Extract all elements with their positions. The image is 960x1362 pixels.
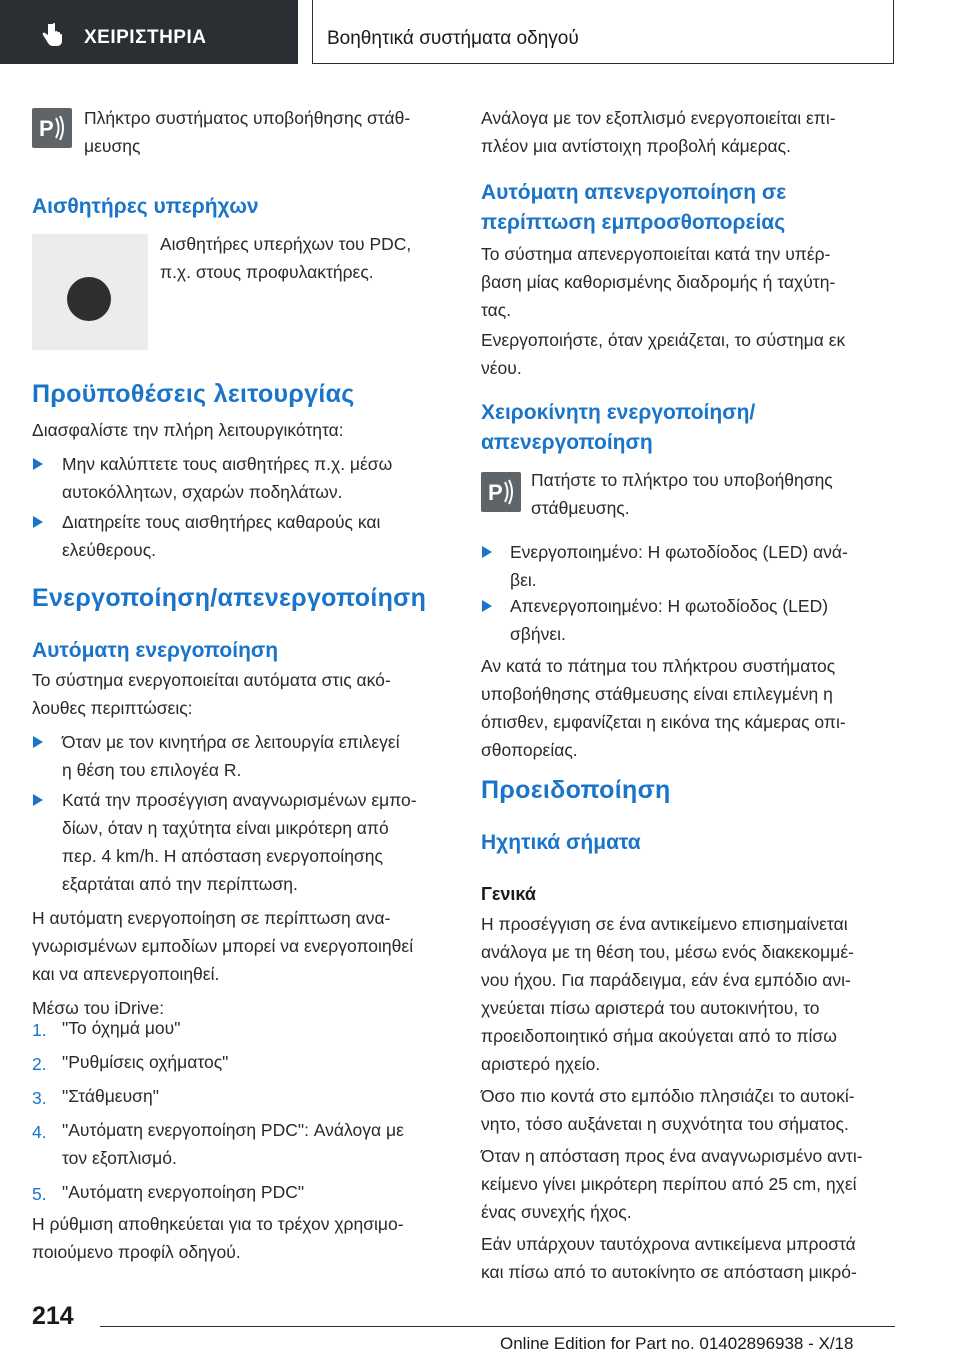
autooff-heading: Αυτόματη απενεργοποίηση σε	[481, 181, 787, 204]
reactivate-line: Ενεργοποιήστε, όταν χρειάζεται, το σύστημα εκ	[481, 330, 846, 350]
chapter-title: Βοηθητικά συστήματα οδηγού	[327, 28, 579, 49]
page-number: 214	[32, 1302, 74, 1330]
auto-item: η θέση του επιλογέα R.	[62, 760, 242, 780]
general-text-line: αριστερό ηχείο.	[481, 1054, 601, 1074]
step-number: 5.	[32, 1184, 47, 1204]
bullet-triangle-icon	[33, 794, 43, 806]
bullet-triangle-icon	[482, 546, 492, 558]
press-text-line: στάθμευσης.	[531, 498, 630, 518]
general-text-line: νου ήχου. Για παράδειγμα, εάν ένα εμπόδιο ανι-	[481, 970, 851, 990]
auto-item: εξαρτάται από την περίπτωση.	[62, 874, 298, 894]
continuous-text-line: ένας συνεχής ήχος.	[481, 1202, 632, 1222]
sensors-heading: Αισθητήρες υπερήχων	[32, 195, 259, 218]
section-tab	[0, 0, 298, 64]
step-text: "Αυτόματη ενεργοποίηση PDC": Ανάλογα με	[62, 1120, 404, 1140]
warning-heading: Προειδοποίηση	[481, 776, 671, 804]
section-title: ΧΕΙΡΙΣΤΗΡΙΑ	[84, 27, 207, 48]
auto-item: δίων, όταν η ταχύτητα είναι μικρότερη από	[62, 818, 389, 838]
save-text-line: ποιούμενο προφίλ οδηγού.	[32, 1242, 241, 1262]
autooff-heading: περίπτωση εμπροσθοπορείας	[481, 211, 786, 234]
footer-divider	[100, 1326, 895, 1327]
led-item: σβήνει.	[510, 624, 566, 644]
prereq-intro: Διασφαλίστε την πλήρη λειτουργικότητα:	[32, 420, 344, 440]
prereq-item: Διατηρείτε τους αισθητήρες καθαρούς και	[62, 512, 381, 532]
prereq-heading: Προϋποθέσεις λειτουργίας	[32, 380, 355, 408]
camera-text-line: υποβοήθησης στάθμευσης είναι επιλεγμένη η	[481, 684, 833, 704]
general-text-line: προειδοποιητικό σήμα ακούγεται από το πίσω	[481, 1026, 837, 1046]
right-top-line: πλέον μια αντίστοιχη προβολή κάμερας.	[481, 136, 791, 156]
hand-pointer-icon	[40, 22, 64, 48]
step-number: 2.	[32, 1054, 47, 1074]
sensors-text-line: Αισθητήρες υπερήχων του PDC,	[160, 234, 412, 254]
svg-text:P: P	[39, 116, 54, 141]
onoff-heading: Ενεργοποίηση/απενεργοποίηση	[32, 584, 427, 612]
bullet-triangle-icon	[33, 516, 43, 528]
step-text: τον εξοπλισμό.	[62, 1148, 177, 1168]
auto-para-line: γνωρισμένων εμποδίων μπορεί να ενεργοποιηθεί	[32, 936, 414, 956]
auto-para-line: και να απενεργοποιηθεί.	[32, 964, 220, 984]
general-text-line: Η προσέγγιση σε ένα αντικείμενο επισημαίνεται	[481, 914, 848, 934]
auto-text-line: λουθες περιπτώσεις:	[32, 698, 193, 718]
button-caption-line: μευσης	[84, 136, 141, 156]
closer-text-line: νητο, τόσο αυξάνεται η συχνότητα του σήματος.	[481, 1114, 849, 1134]
auto-item: Όταν με τον κινητήρα σε λειτουργία επιλεγεί	[62, 732, 400, 752]
autooff-text-line: τας.	[481, 300, 512, 320]
prereq-item: Μην καλύπτετε τους αισθητήρες π.χ. μέσω	[62, 454, 393, 474]
step-text: "Το όχημά μου"	[62, 1018, 181, 1038]
save-text-line: Η ρύθμιση αποθηκεύεται για το τρέχον χρησιμο-	[32, 1214, 404, 1234]
auto-item: Κατά την προσέγγιση αναγνωρισμένων εμπο-	[62, 790, 417, 810]
led-item: Απενεργοποιημένο: Η φωτοδίοδος (LED)	[510, 596, 829, 616]
camera-text-line: Αν κατά το πάτημα του πλήκτρου συστήματος	[481, 656, 836, 676]
closer-text-line: Όσο πιο κοντά στο εμπόδιο πλησιάζει το αυτοκί-	[481, 1086, 855, 1106]
step-number: 3.	[32, 1088, 47, 1108]
general-heading: Γενικά	[481, 884, 536, 904]
prereq-item: αυτοκόλλητων, σχαρών ποδηλάτων.	[62, 482, 343, 502]
auto-text-line: Το σύστημα ενεργοποιείται αυτόματα στις ακό-	[32, 670, 391, 690]
manual-heading: απενεργοποίηση	[481, 431, 653, 454]
parking-assist-button-icon	[481, 472, 521, 512]
parking-assist-button-icon	[32, 108, 72, 148]
svg-text:P: P	[488, 480, 503, 505]
step-number: 4.	[32, 1122, 47, 1142]
general-text-line: ανάλογα με τη θέση του, μέσω ενός διακεκομμέ-	[481, 942, 854, 962]
prereq-item: ελεύθερους.	[62, 540, 157, 560]
step-text: "Στάθμευση"	[62, 1086, 159, 1106]
sensors-text-line: π.χ. στους προφυλακτήρες.	[160, 262, 374, 282]
step-number: 1.	[32, 1020, 47, 1040]
autooff-text-line: βαση μίας καθορισμένης διαδρομής ή ταχύτη-	[481, 272, 836, 292]
bullet-triangle-icon	[482, 600, 492, 612]
sensor-dot	[67, 277, 111, 321]
both-text-line: και πίσω από το αυτοκίνητο σε απόσταση μικρό-	[481, 1262, 857, 1282]
step-text: "Αυτόματη ενεργοποίηση PDC"	[62, 1182, 305, 1202]
step-text: "Ρυθμίσεις οχήματος"	[62, 1052, 229, 1072]
idrive-text: Μέσω του iDrive:	[32, 998, 165, 1018]
bullet-triangle-icon	[33, 736, 43, 748]
led-item: Ενεργοποιημένο: Η φωτοδίοδος (LED) ανά-	[510, 542, 848, 562]
led-item: βει.	[510, 570, 537, 590]
bullet-triangle-icon	[33, 458, 43, 470]
ultrasonic-sensor-image	[32, 234, 148, 350]
button-caption-line: Πλήκτρο συστήματος υποβοήθησης στάθ-	[84, 108, 411, 128]
continuous-text-line: κείμενο γίνει μικρότερη περίπου από 25 cm, ηχεί	[481, 1174, 857, 1194]
reactivate-line: νέου.	[481, 358, 522, 378]
autooff-text-line: Το σύστημα απενεργοποιείται κατά την υπέρ-	[481, 244, 831, 264]
press-text-line: Πατήστε το πλήκτρο του υποβοήθησης	[531, 470, 833, 490]
general-text-line: χνεύεται πίσω αριστερά του αυτοκινήτου, το	[481, 998, 820, 1018]
continuous-text-line: Όταν η απόσταση προς ένα αναγνωρισμένο αντι-	[481, 1146, 863, 1166]
edition-footer: Online Edition for Part no. 01402896938 - X/18	[500, 1334, 854, 1353]
camera-text-line: όπισθεν, εμφανίζεται η εικόνα της κάμερας οπι-	[481, 712, 846, 732]
auto-heading: Αυτόματη ενεργοποίηση	[32, 639, 279, 662]
chapter-header	[312, 0, 894, 64]
auto-item: περ. 4 km/h. Η απόσταση ενεργοποίησης	[62, 846, 383, 866]
both-text-line: Εάν υπάρχουν ταυτόχρονα αντικείμενα μπροστά	[481, 1234, 856, 1254]
auto-para-line: Η αυτόματη ενεργοποίηση σε περίπτωση ανα-	[32, 908, 391, 928]
right-top-line: Ανάλογα με τον εξοπλισμό ενεργοποιείται επι-	[481, 108, 836, 128]
manual-heading: Χειροκίνητη ενεργοποίηση/	[481, 401, 756, 424]
camera-text-line: σθοπορείας.	[481, 740, 578, 760]
signals-heading: Ηχητικά σήματα	[481, 831, 641, 854]
